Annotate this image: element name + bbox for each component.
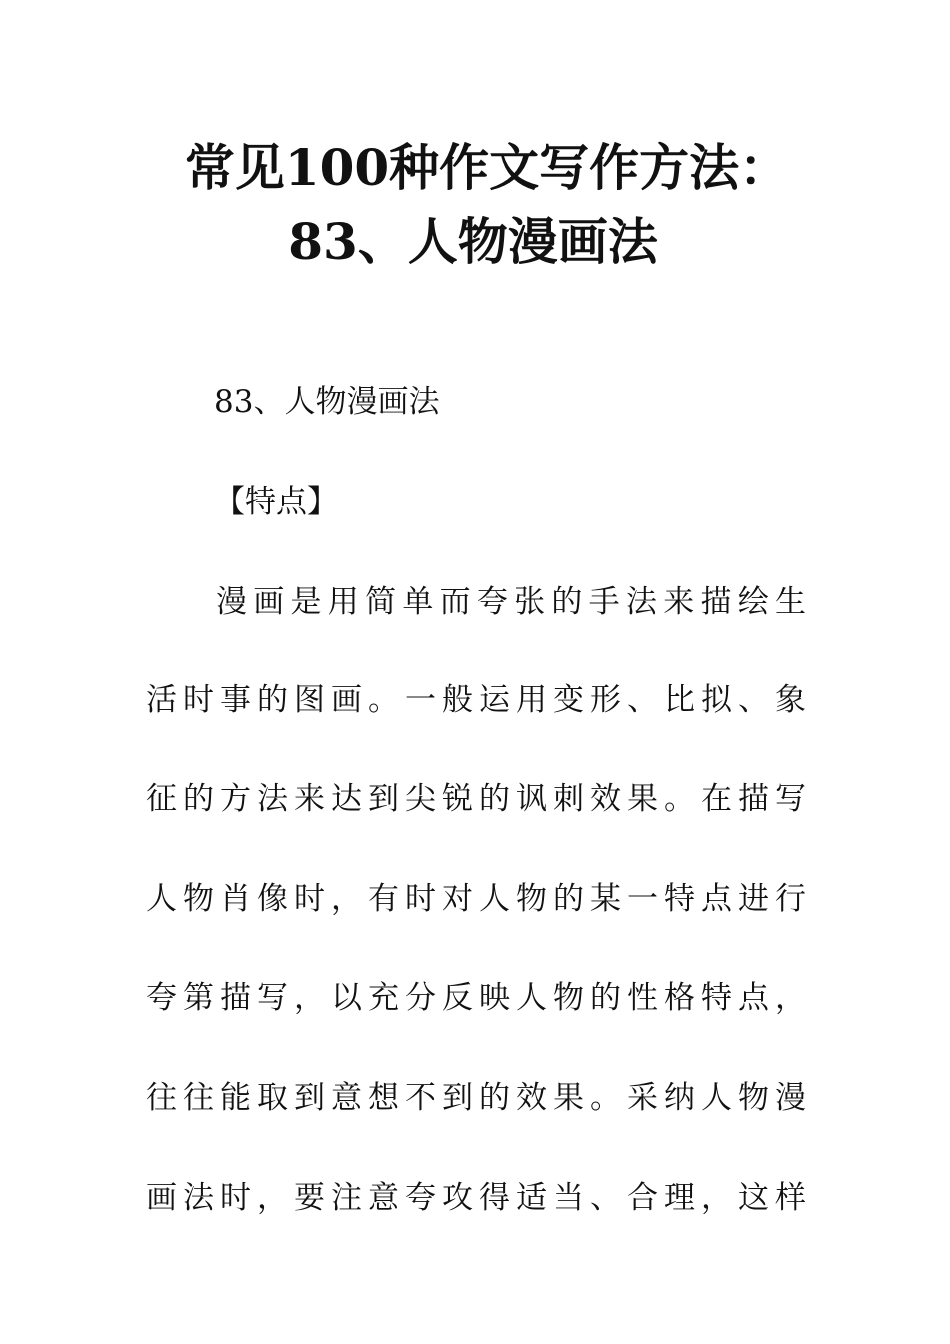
paragraph-line: 活时事的图画。一般运用变形、比拟、象 [146,682,806,718]
paragraph-line: 人物肖像时，有时对人物的某一特点进行 [146,881,806,917]
paragraph-line: 征的方法来达到尖锐的讽刺效果。在描写 [146,781,806,817]
paragraph-line: 漫画是用简单而夸张的手法来描绘生 [216,584,806,620]
paragraph-line: 画法时，要注意夸攻得适当、合理，这样 [146,1180,806,1216]
section-heading: 83、人物漫画法 [214,384,440,420]
document-title-line-2: 83、人物漫画法 [288,212,658,271]
paragraph-line: 夸第描写，以充分反映人物的性格特点， [146,980,806,1016]
document-title-line-1: 常见100种作文写作方法： [184,138,790,197]
feature-label: 【特点】 [214,484,338,520]
paragraph-line: 往往能取到意想不到的效果。采纳人物漫 [146,1080,806,1116]
